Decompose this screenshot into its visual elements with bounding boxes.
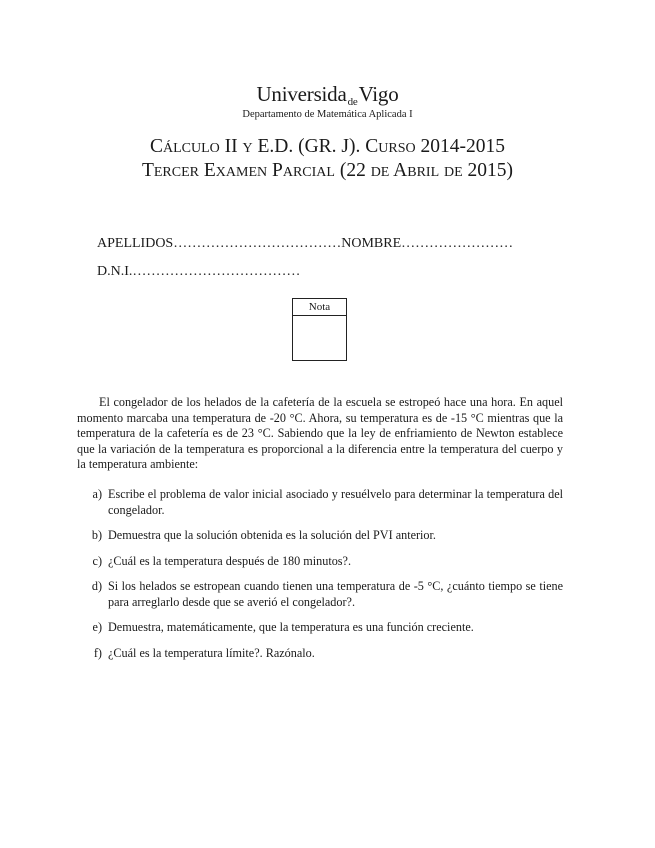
dni-blank: ……………………………… (132, 264, 301, 279)
question-label: f) (93, 645, 102, 660)
question-text: Escribe el problema de valor inicial asociado y resuélvelo para determinar la temperatura del congelador. (108, 487, 563, 517)
grade-box-label: Nota (293, 299, 346, 316)
grade-box (292, 298, 347, 361)
problem-statement: El congelador de los helados de la cafetería de la escuela se estropeó hace una hora. En aquel momento marcaba una temperatura de -20 °C. Ahora, su temperatura es de -15 °C mientras que la temperatura de la cafetería es de 23 °C. Sabiendo que la ley de enfriamiento de Newton establece que la variación de la temperatura es proporcional a la diferencia entre la temperatura del cuerpo y la temperatura ambiente: (77, 395, 563, 471)
question-item (77, 620, 563, 636)
question-item (77, 528, 563, 544)
question-text: ¿Cuál es la temperatura después de 180 minutos?. (108, 553, 352, 568)
question-text: Demuestra, matemáticamente, que la temperatura es una función creciente. (108, 620, 474, 634)
question-label: a) (92, 487, 102, 501)
name-fields-line (97, 236, 513, 252)
question-text: Si los helados se estropean cuando tienen una temperatura de -5 °C, ¿cuánto tiempo se tiene para arreglarlo desde que se averió el congelador?. (108, 579, 563, 609)
question-item (77, 487, 563, 518)
question-text: Demuestra que la solución obtenida es la solución del PVI anterior. (108, 528, 436, 542)
nombre-label: NOMBRE (341, 236, 402, 251)
logo-text-de: de (347, 96, 358, 108)
dni-label: D.N.I. (97, 264, 133, 279)
nombre-blank: …………………… (401, 236, 514, 251)
question-text: ¿Cuál es la temperatura límite?. Razónalo. (108, 645, 315, 660)
exam-title: Cálculo II y E.D. (GR. J). Curso 2014-2015 (149, 136, 505, 157)
apellidos-blank: ……………………………… (173, 236, 342, 251)
logo-text-vigo: Vigo (358, 82, 399, 106)
question-label: d) (91, 579, 102, 593)
department-name: Departamento de Matemática Aplicada I (242, 109, 413, 120)
question-list (77, 487, 563, 671)
question-label: e) (92, 620, 102, 634)
exam-subtitle: Tercer Examen Parcial (22 de Abril de 2015) (141, 160, 514, 181)
apellidos-label: APELLIDOS (97, 236, 174, 251)
university-logo (0, 82, 655, 107)
logo-text-universidad: Universida (256, 82, 347, 106)
dni-line (97, 264, 300, 280)
question-item (77, 579, 563, 610)
question-item (77, 646, 563, 662)
question-label: b) (91, 528, 102, 542)
question-item (77, 554, 563, 570)
question-label: c) (92, 553, 102, 568)
